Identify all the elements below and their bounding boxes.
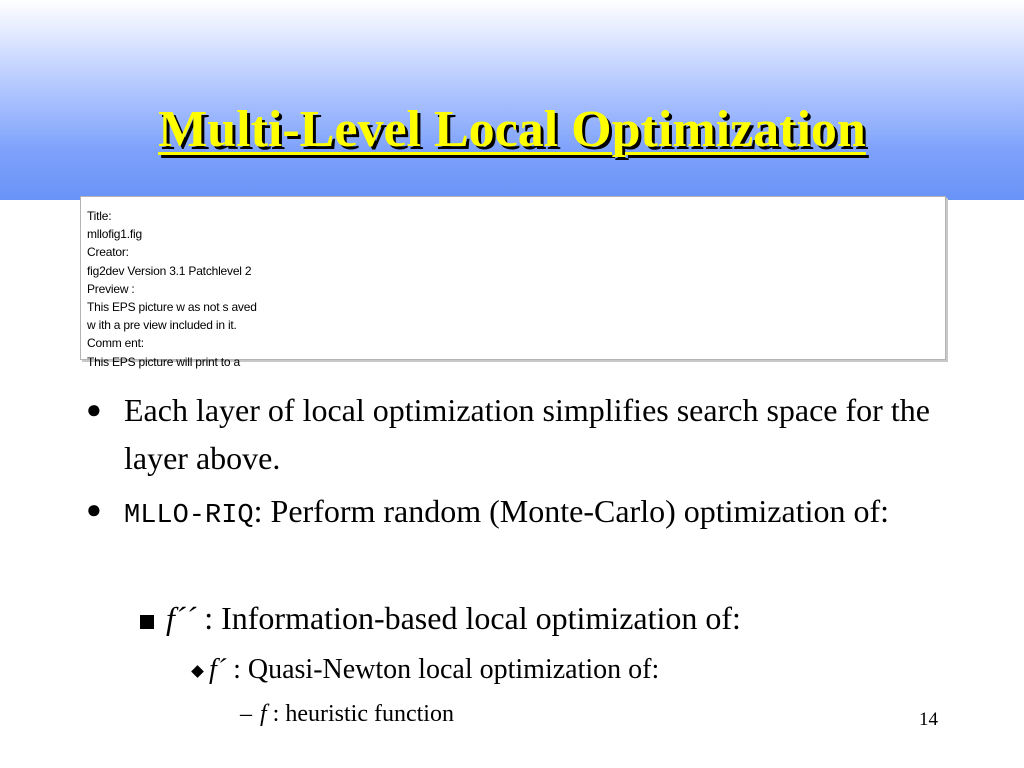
bullet-text: Each layer of local optimization simplifies search space for the layer above. [124,392,930,476]
bullet-text-rest: : Perform random (Monte-Carlo) optimization of: [253,493,890,529]
eps-line: This EPS picture will print to a [87,354,240,369]
sub-bullet-item [240,698,454,730]
dash-bullet-marker: – [240,701,252,727]
eps-preview-text [87,207,257,371]
code-term: MLLO-RIQ [124,501,254,531]
eps-line: Preview : [87,281,135,296]
eps-line: mllofig1.fig [87,227,142,242]
sub-bullet-item [190,652,659,688]
sub-bullet-text: : Information-based local optimization of: [196,600,741,636]
diamond-bullet-icon [191,665,204,678]
function-symbol: f´´ [166,600,197,636]
square-bullet-icon [140,615,154,629]
eps-line: Creator: [87,245,129,260]
sub-bullet-text: : heuristic function [266,701,454,727]
bullet-dot-icon: ● [86,395,102,424]
bullet-text [124,486,936,541]
sub-bullet-item [140,596,741,640]
eps-line: fig2dev Version 3.1 Patchlevel 2 [87,263,252,278]
bullet-item [86,486,936,541]
bullet-item [86,386,936,482]
eps-line: Title: [87,209,112,223]
function-symbol: f´ [209,654,227,685]
slide-title: Multi-Level Local Optimization [158,101,866,158]
bullet-dot-icon: ● [86,495,102,524]
page-number: 14 [919,709,938,730]
eps-image-placeholder [80,196,946,369]
eps-line: Comm ent: [87,336,144,351]
eps-line: w ith a pre view included in it. [87,318,237,333]
sub-bullet-text: : Quasi-Newton local optimization of: [226,654,660,685]
function-symbol: f [260,701,267,727]
eps-line: This EPS picture w as not s aved [87,300,257,315]
